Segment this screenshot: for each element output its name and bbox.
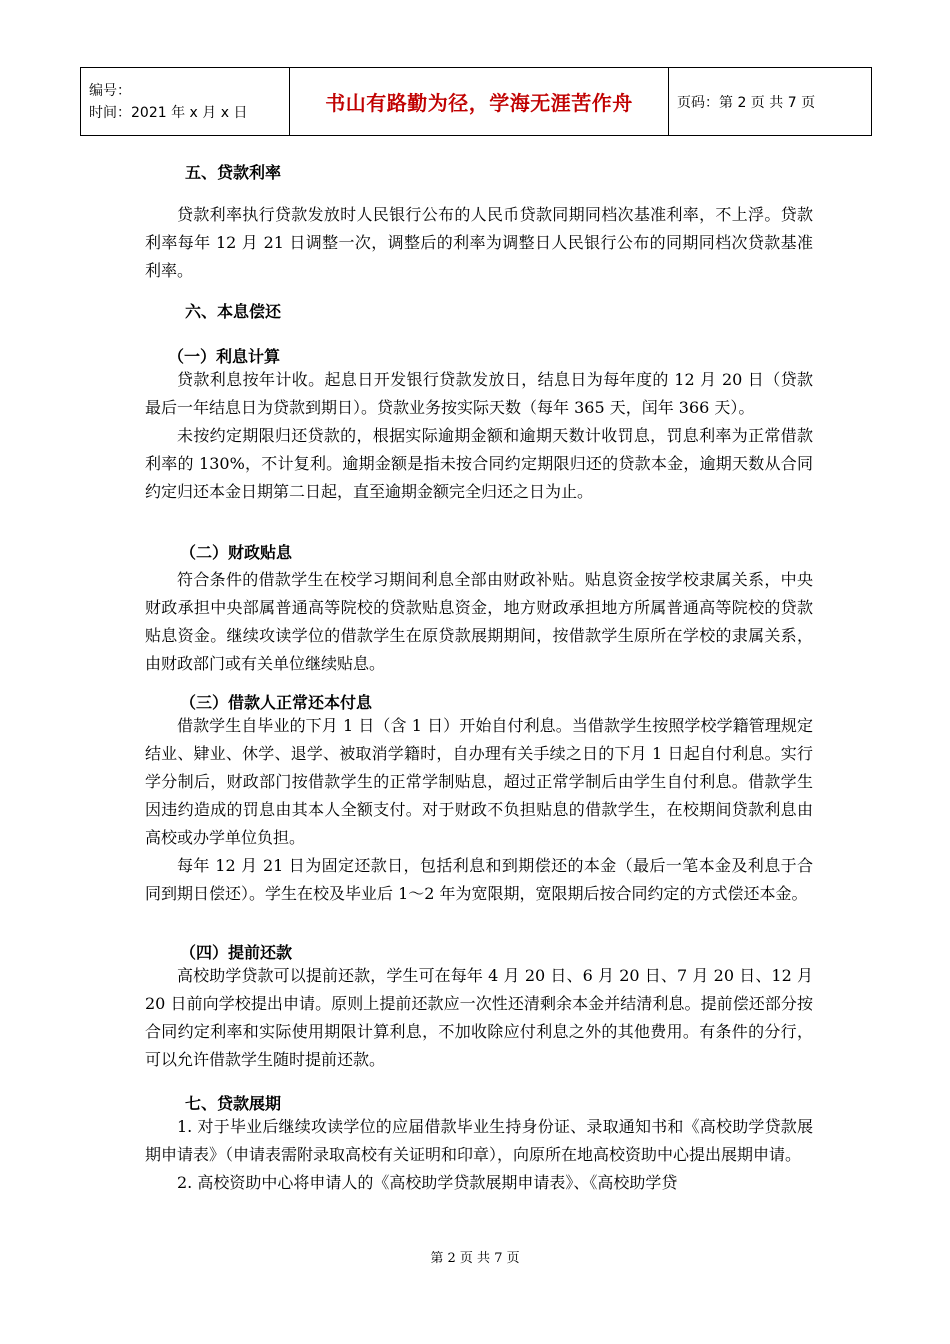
subsection-6-2-body [145,566,813,678]
header-number: 编号： [89,82,131,99]
paragraph: 2. 高校资助中心将申请人的《高校助学贷款展期申请表》、《高校助学贷 [177,1173,678,1192]
section-5-title: 五、贷款利率 [185,163,282,182]
section-7-title: 七、贷款展期 [185,1094,282,1113]
header-motto: 书山有路勤为径，学海无涯苦作舟 [290,68,669,136]
subsection-6-1-body [145,366,813,506]
paragraph: 每年 12 月 21 日为固定还款日，包括利息和到期偿还的本金（最后一笔本金及利息于合同到期日偿还）。学生在校及毕业后 1～2 年为宽限期，宽限期后按合同约定的方式偿还本金。 [145,856,813,903]
document-header [80,67,872,136]
paragraph: 符合条件的借款学生在校学习期间利息全部由财政补贴。贴息资金按学校隶属关系，中央财政承担中央部属普通高等院校的贷款贴息资金，地方财政承担地方所属普通高等院校的贷款贴息资金。继续攻读学位的借款学生在原贷款展期期间，按借款学生原所在学校的隶属关系，由财政部门或有关单位继续贴息。 [145,570,813,673]
paragraph: 贷款利率执行贷款发放时人民银行公布的人民币贷款同期同档次基准利率，不上浮。贷款利率每年 12 月 21 日调整一次，调整后的利率为调整日人民银行公布的同期同档次贷款基准利率。 [145,205,813,280]
header-meta [81,68,290,136]
section-7-body [145,1113,813,1197]
subsection-6-4-title: （四）提前还款 [180,943,293,962]
paragraph: 贷款利息按年计收。起息日开发银行贷款发放日，结息日为每年度的 12 月 20 日（贷款最后一年结息日为贷款到期日）。贷款业务按实际天数（每年 365 天，闰年 366 天）。 [145,370,813,417]
paragraph: 高校助学贷款可以提前还款，学生可在每年 4 月 20 日、6 月 20 日、7 月 20 日、12 月 20 日前向学校提出申请。原则上提前还款应一次性还清剩余本金并结清利息。提前偿还部分按合同约定利率和实际使用期限计算利息，不加收除应付利息之外的其他费用。有条件的分行，可以允许借款学生随时提前还款。 [145,966,813,1069]
header-time: 时间：2021 年 x 月 x 日 [89,104,248,121]
subsection-6-3-body [145,712,813,908]
subsection-6-2-title: （二）财政贴息 [180,543,293,562]
subsection-6-1-title: （一）利息计算 [168,347,281,366]
section-6-title: 六、本息偿还 [185,302,282,321]
section-5-body [145,201,813,285]
paragraph: 借款学生自毕业的下月 1 日（含 1 日）开始自付利息。当借款学生按照学校学籍管理规定结业、肄业、休学、退学、被取消学籍时，自办理有关手续之日的下月 1 日起自付利息。实行学分制后，财政部门按借款学生的正常学制贴息，超过正常学制后由学生自付利息。借款学生因违约造成的罚息由其本人全额支付。对于财政不负担贴息的借款学生，在校期间贷款利息由高校或办学单位负担。 [145,716,813,847]
subsection-6-4-body [145,962,813,1074]
subsection-6-3-title: （三）借款人正常还本付息 [180,693,373,712]
header-page-number: 页码：第 2 页 共 7 页 [669,68,872,136]
paragraph: 1. 对于毕业后继续攻读学位的应届借款毕业生持身份证、录取通知书和《高校助学贷款展期申请表》（申请表需附录取高校有关证明和印章），向原所在地高校资助中心提出展期申请。 [145,1117,813,1164]
page-footer: 第 2 页 共 7 页 [430,1251,520,1266]
paragraph: 未按约定期限归还贷款的，根据实际逾期金额和逾期天数计收罚息，罚息利率为正常借款利率的 130%，不计复利。逾期金额是指未按合同约定期限归还的贷款本金，逾期天数从合同约定归还本金日期第二日起，直至逾期金额完全归还之日为止。 [145,426,813,501]
